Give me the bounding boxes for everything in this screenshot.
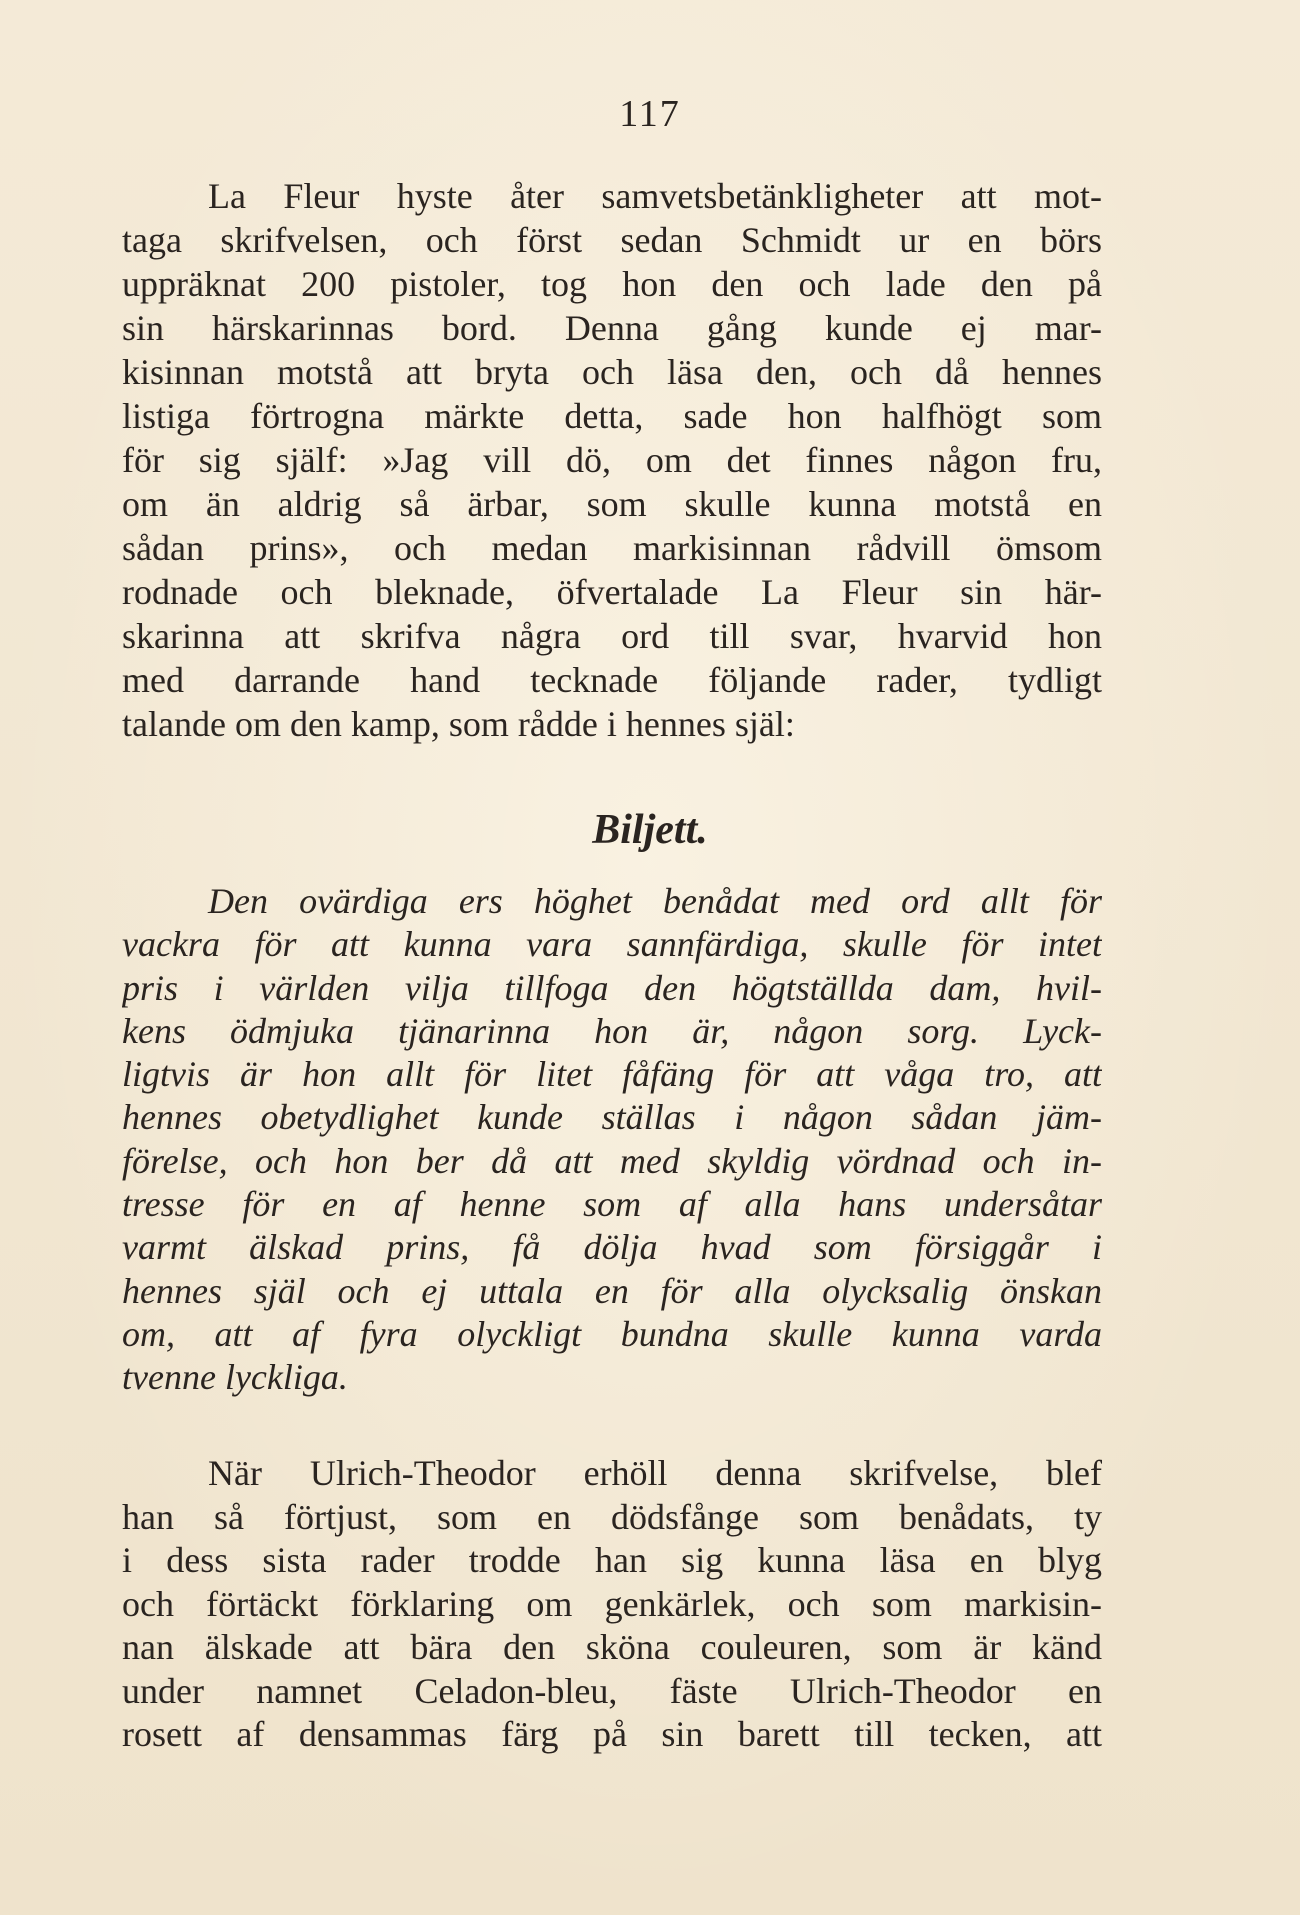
letter-line: hennes obetydlighet kunde ställas i någon sådan jäm- <box>122 1097 1102 1138</box>
section-heading: Biljett. <box>592 807 708 853</box>
text-line: kisinnan motstå att bryta och läsa den, och då hennes <box>122 352 1102 392</box>
text-line: skarinna att skrifva några ord till svar, hvarvid hon <box>122 616 1102 656</box>
letter-line: pris i världen vilja tillfoga den högtställda dam, hvil- <box>122 967 1102 1008</box>
letter-line: tresse för en af henne som af alla hans undersåtar <box>122 1184 1102 1225</box>
page-number: 117 <box>619 93 681 135</box>
letter-line: kens ödmjuka tjänarinna hon är, någon sorg. Lyck- <box>122 1010 1102 1051</box>
text-line: sin härskarinnas bord. Denna gång kunde ej mar- <box>122 308 1102 348</box>
letter-line: förelse, och hon ber då att med skyldig vördnad och in- <box>122 1140 1102 1181</box>
text-line: han så förtjust, som en dödsfånge som benådats, ty <box>122 1496 1102 1537</box>
text-line: med darrande hand tecknade följande rader, tydligt <box>122 660 1102 700</box>
paragraph-1 <box>122 174 1102 746</box>
letter-line: ligtvis är hon allt för litet fåfäng för att våga tro, att <box>122 1054 1102 1095</box>
text-line: rodnade och bleknade, öfvertalade La Fleur sin här- <box>122 572 1102 612</box>
text-line: taga skrifvelsen, och först sedan Schmidt ur en börs <box>122 220 1102 260</box>
text-line: i dess sista rader trodde han sig kunna läsa en blyg <box>122 1540 1102 1580</box>
letter-line: om, att af fyra olyckligt bundna skulle kunna varda <box>122 1313 1102 1354</box>
text-line: för sig själf: »Jag vill dö, om det finnes någon fru, <box>122 440 1102 480</box>
text-line: talande om den kamp, som rådde i hennes själ: <box>122 704 795 744</box>
letter-line: vackra för att kunna vara sannfärdiga, skulle för intet <box>122 924 1102 965</box>
text-line: nan älskade att bära den sköna couleuren, som är känd <box>122 1627 1102 1667</box>
text-line: rosett af densammas färg på sin barett till tecken, att <box>122 1714 1102 1754</box>
letter-line: tvenne lyckliga. <box>122 1357 348 1398</box>
text-line: La Fleur hyste åter samvetsbetänkligheter att mot- <box>208 176 1102 216</box>
text-line: och förtäckt förklaring om genkärlek, och som markisin- <box>122 1583 1102 1624</box>
text-line: om än aldrig så ärbar, som skulle kunna motstå en <box>122 484 1102 524</box>
text-line: sådan prins», och medan markisinnan rådvill ömsom <box>122 528 1102 568</box>
text-line: listiga förtrogna märkte detta, sade hon halfhögt som <box>122 396 1102 436</box>
paragraph-2 <box>122 1452 1102 1757</box>
text-line: under namnet Celadon-bleu, fäste Ulrich-Theodor en <box>122 1670 1102 1711</box>
text-line: uppräknat 200 pistoler, tog hon den och lade den på <box>122 264 1102 304</box>
letter-line: hennes själ och ej uttala en för alla olycksalig önskan <box>122 1270 1102 1311</box>
letter-line: varmt älskad prins, få dölja hvad som försiggår i <box>122 1227 1102 1268</box>
letter-text <box>122 880 1102 1400</box>
letter-line: Den ovärdiga ers höghet benådat med ord allt för <box>208 881 1102 921</box>
text-line: När Ulrich-Theodor erhöll denna skrifvelse, blef <box>208 1453 1102 1493</box>
